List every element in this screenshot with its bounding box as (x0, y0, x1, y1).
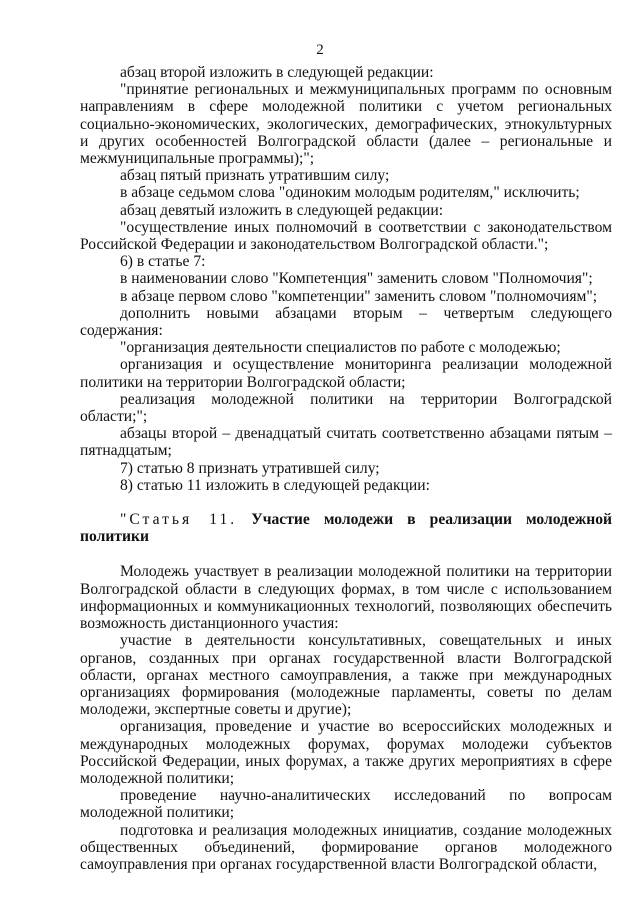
paragraph: абзац девятый изложить в следующей редакции: (120, 201, 444, 219)
paragraph: реализация молодежной политики на территории Волгоградской области;"; (80, 390, 612, 426)
article-title: Участие молодежи в реализации молодежной политики (80, 511, 612, 546)
paragraph: дополнить новыми абзацами вторым – четвертым следующего содержания: (80, 304, 612, 340)
paragraph: 6) в статье 7: (120, 253, 206, 271)
paragraph: в абзаце первом слово "компетенции" заменить словом "полномочиям"; (120, 287, 598, 305)
paragraph: "осуществление иных полномочий в соответствии с законодательством Российской Федерации и законодательством Волгоградской области."; (80, 218, 612, 254)
paragraph: подготовка и реализация молодежных инициатив, создание молодежных общественных объединений, формирование органов молодежного самоуправления при органах государственной власти Волгоградской области, (80, 821, 612, 873)
paragraph: абзац второй изложить в следующей редакции: (120, 64, 434, 81)
paragraph: "принятие региональных и межмуниципальных программ по основным направлениям в сфере молодежной политики с учетом региональных социально-экономических, экологических, демографических, этнокультурных и других особенностей Волгоградской области (далее – региональные и межмуниципальные программы);"; (80, 81, 612, 168)
document-body (80, 64, 612, 873)
paragraph: проведение научно-аналитических исследований по вопросам молодежной политики; (80, 787, 612, 822)
paragraph: 7) статью 8 признать утратившей силу; (120, 459, 380, 477)
paragraph: в наименовании слово "Компетенция" заменить словом "Полномочия"; (120, 270, 593, 288)
paragraph: организация, проведение и участие во всероссийских молодежных и международных молодежных форумах, форумах молодежи субъектов Российской Федерации, иных форумах, а также других мероприятиях в сфере молодежной политики; (80, 718, 612, 787)
article-heading (80, 511, 612, 545)
paragraph: в абзаце седьмом слова "одиноким молодым родителям," исключить; (120, 184, 580, 202)
paragraph: абзацы второй – двенадцатый считать соответственно абзацами пятым – пятнадцатым; (80, 425, 612, 460)
article-prefix: "Статья 11. (120, 511, 238, 529)
paragraph: организация и осуществление мониторинга реализации молодежной политики на территории Волгоградской области; (80, 356, 612, 391)
paragraph: "организация деятельности специалистов по работе с молодежью; (120, 339, 561, 357)
paragraph: 8) статью 11 изложить в следующей редакции: (120, 476, 430, 494)
paragraph: участие в деятельности консультативных, совещательных и иных органов, созданных при органах государственной власти Волгоградской области, органах местного самоуправления, а также при международных организациях формирования (молодежные парламенты, советы по делам молодежи, экспертные советы и другие); (80, 632, 612, 719)
paragraph: абзац пятый признать утратившим силу; (120, 167, 390, 185)
paragraph: Молодежь участвует в реализации молодежной политики на территории Волгоградской области в следующих формах, в том числе с использованием информационных и коммуникационных технологий, позволяющих обеспечить возможность дистанционного участия: (80, 563, 612, 633)
page-number: 2 (316, 42, 324, 58)
